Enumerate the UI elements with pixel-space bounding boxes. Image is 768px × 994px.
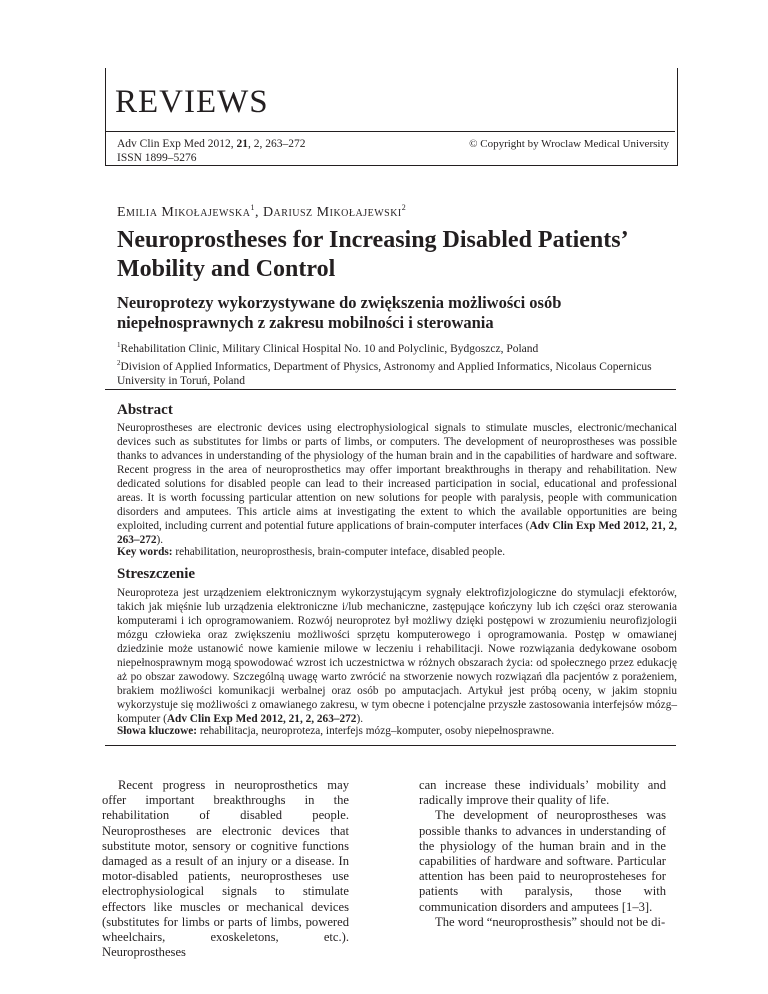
authors	[117, 203, 406, 221]
streszczenie-heading: Streszczenie	[117, 566, 196, 582]
article-title-polish: Neuroprotezy wykorzystywane do zwiększenia możliwości osób niepełnosprawnych z zakresu mobilności i sterowania	[117, 293, 562, 332]
issn: ISSN 1899–5276	[117, 152, 197, 164]
author-name: Dariusz Mikołajewski	[262, 205, 402, 220]
header-divider	[106, 131, 675, 132]
affiliation-item	[117, 338, 677, 356]
keywords-list-polish: rehabilitacja, neuroproteza, interfejs mózg–komputer, osoby niepełnosprawne.	[197, 725, 555, 737]
author-affiliation-mark: 1	[250, 203, 255, 212]
body-paragraph: Recent progress in neuroprosthetics may offer important breakthroughs in the rehabilitation of disabled people. Neuroprostheses are electronic devices that substitute motor, sensory or cognitive functions damaged as a result of an injury or a disease. In motor-disabled patients, neuroprostheses use electrophysiological signals to stimulate effectors like muscles or mechanical devices (substitutes for limbs or parts of limbs, powered wheelchairs, exoskeletons, etc.). Neuroprostheses	[102, 778, 349, 960]
keywords-polish	[117, 724, 677, 738]
journal-volume: 21	[236, 138, 248, 150]
body-paragraph: The development of neuroprostheses was possible thanks to advances in understanding of the physiology of the human brain and in the capabilities of hardware and software. Particular attention has been paid to neuroprosteheses for patients with paralysis, those with communication disorders and amputees [1–3].	[419, 808, 666, 914]
streszczenie-body: Neuroproteza jest urządzeniem elektronicznym wykorzystującym sygnały elektrofizjologiczne do stymulacji efektorów, takich jak mięśnie lub urządzenia elektroniczne i/lub mechaniczne, zastępujące kończyny lub ich części oraz sterowania komputerami i ich oprogramowaniem. Rozwój neuroprotez był możliwy dzięki postępowi w zrozumieniu neurofizjologii mózgu człowieka oraz zwiększeniu możliwości sprzętu komputerowego i oprogramowania. Postęp w omawianej dziedzinie może ustanowić nowe kamienie milowe w leczeniu i rehabilitacji. Nowe rozwiązania dedykowane osobom niepełnosprawnym mogą spowodować wzrost ich uczestnictwa w różnych obszarach życia: od społecznego przez edukację aż po obszar zawodowy. Szczególną uwagę warto zwrócić na stworzenie nowych rozwiązań dla pacjentów z porażeniem, brakiem możliwości komunikacji werbalnej oraz osób po amputacjach. Artykuł jest próbą oceny, w jakim stopniu wykorzystuje się możliwości z omawianego zakresu, w tym obecne i potencjalne przyszłe zastosowania interfejsów mózg–komputer (	[117, 587, 677, 725]
author-affiliation-mark: 2	[401, 203, 407, 212]
abstract-heading: Abstract	[117, 402, 173, 418]
journal-line-suffix: , 2, 263–272	[247, 138, 306, 150]
abstract-end: ).	[156, 534, 164, 546]
streszczenie-end: ).	[356, 713, 364, 725]
affiliation-text: Division of Applied Informatics, Department of Physics, Astronomy and Applied Informatics, Nicolaus Copernicus University in Toruń, Poland	[117, 361, 652, 387]
affiliation-mark: 1	[117, 341, 121, 349]
abstract-body: Neuroprostheses are electronic devices using electrophysiological signals to stimulate muscles, electronic/mechanical devices such as substitutes for limbs or parts of limbs, or computers. The development of neuroprostheses was possible thanks to advances in understanding of the physiology of the human brain and in the capabilities of hardware and software. Recent progress in the area of neuroprosthetics may offer important breakthroughs in therapy and rehabilitation. New dedicated solutions for disabled people can lead to their increased participation in social, educational and professional areas. It is worth focussing particular attention on new solutions for people with paralysis, people with communication disorders and amputees. This article aims at investigating the extent to which the available opportunities are being exploited, including current and potential future applications of brain-computer interfaces (	[117, 422, 677, 532]
divider	[105, 389, 676, 390]
abstract-text	[117, 421, 677, 547]
streszczenie-citation: Adv Clin Exp Med 2012, 21, 2, 263–272	[166, 713, 357, 725]
affiliation-text: Rehabilitation Clinic, Military Clinical Hospital No. 10 and Polyclinic, Bydgoszcz, Poland	[120, 343, 539, 355]
body-column-right	[419, 778, 666, 930]
divider	[105, 745, 676, 746]
body-column-left	[102, 778, 349, 960]
affiliation-item	[117, 356, 677, 388]
article-title: Neuroprostheses for Increasing Disabled Patients’ Mobility and Control	[117, 227, 627, 282]
affiliation-mark: 2	[117, 359, 121, 367]
keywords-list: rehabilitation, neuroprosthesis, brain-computer inteface, disabled people.	[172, 546, 506, 558]
copyright: © Copyright by Wroclaw Medical University	[469, 138, 669, 150]
section-label: REVIEWS	[115, 84, 269, 120]
affiliations	[117, 338, 677, 388]
keywords-label: Key words:	[117, 546, 173, 558]
abstract-citation: Adv Clin Exp Med 2012, 21, 2, 263–272	[117, 520, 677, 546]
keywords	[117, 545, 677, 559]
body-paragraph: The word “neuroprosthesis” should not be di-	[435, 914, 666, 929]
journal-info	[117, 137, 305, 165]
author-separator: ,	[254, 205, 263, 220]
streszczenie-text	[117, 586, 677, 726]
keywords-label-polish: Słowa kluczowe:	[117, 725, 198, 737]
body-paragraph: can increase these individuals’ mobility and radically improve their quality of life.	[419, 778, 666, 808]
journal-line-prefix: Adv Clin Exp Med 2012,	[117, 138, 237, 150]
author-name: Emilia Mikołajewska	[117, 205, 251, 220]
